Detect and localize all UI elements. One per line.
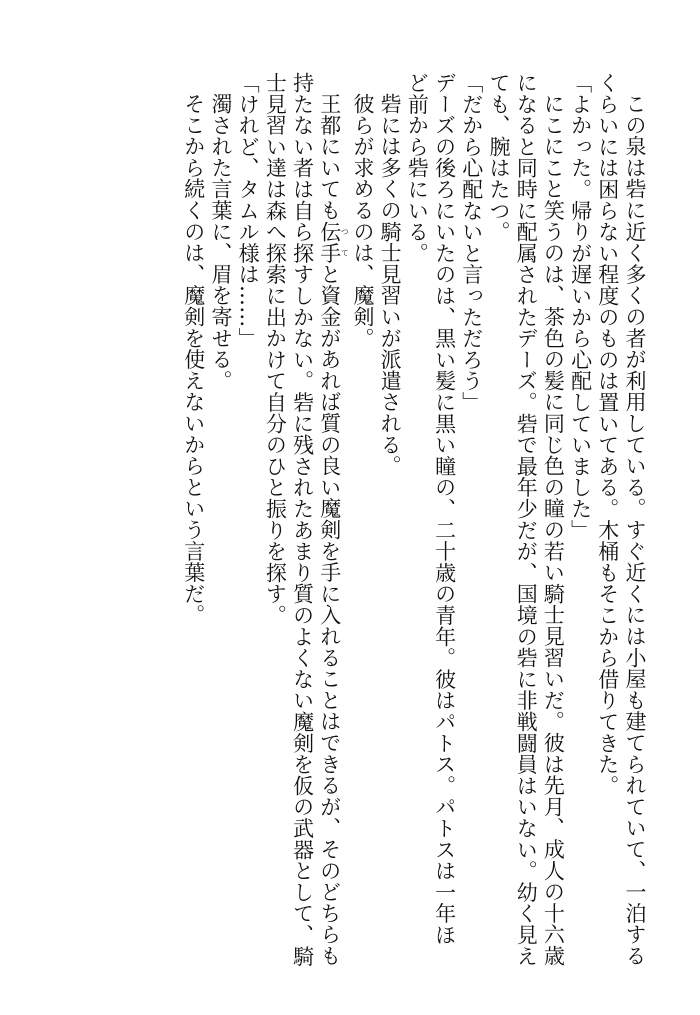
text-line-12-before: 王都にいても [317, 93, 342, 221]
text-line-2: くらいには困らない程度のものは置いてある。木桶もそこから借りてきた。 [595, 72, 620, 797]
text-line-6: ても、腕はたつ。 [486, 72, 511, 243]
text-line-8: デーズの後ろにいたのは、黒い髪に黒い瞳の、二十歳の青年。彼はパトス。パトスは一年ほ [432, 72, 457, 946]
text-line-4: にこにこと笑うのは、茶色の髪に同じ色の瞳の若い騎士見習いだ。彼は先月、成人の十六歳 [541, 93, 566, 967]
ruby-base: 伝手 [317, 220, 342, 264]
text-line-13: 持たない者は自ら探すしかない。砦に残されたあまり質のよくない魔剣を仮の武器として、騎 [290, 72, 315, 967]
text-line-7: 「だから心配ないと言っただろう」 [459, 72, 484, 413]
text-line-11: 彼らが求めるのは、魔剣。 [350, 93, 375, 349]
text-line-1: この泉は砦に近く多くの者が利用している。すぐ近くには小屋も建てられていて、一泊する [623, 93, 647, 967]
ruby-reading: つて [340, 220, 350, 264]
ruby-annotation [317, 220, 350, 264]
text-line-17: そこから続くのは、魔剣を使えないからという言葉だ。 [181, 93, 206, 626]
text-line-10: 砦には多くの騎士見習いが派遣される。 [378, 93, 403, 477]
text-line-5: になると同時に配属されたデーズ。砦で最年少だが、国境の砦に非戦闘員はいない。幼く見え [514, 72, 539, 967]
vertical-text-body [38, 72, 648, 977]
text-line-14: 士見習い達は森へ探索に出かけて自分のひと振りを探す。 [263, 72, 288, 626]
text-line-12-after: と資金があれば質の良い魔剣を手に入れることはできるが、そのどちらも [317, 263, 342, 967]
text-line-3: 「よかった。帰りが遅いから心配していました」 [568, 72, 593, 541]
text-line-12 [316, 72, 349, 977]
text-line-16: 濁された言葉に、眉を寄せる。 [208, 93, 233, 392]
text-line-15: 「けれど、タムル様は……」 [236, 72, 261, 349]
text-line-9: ど前から砦にいる。 [405, 72, 430, 264]
